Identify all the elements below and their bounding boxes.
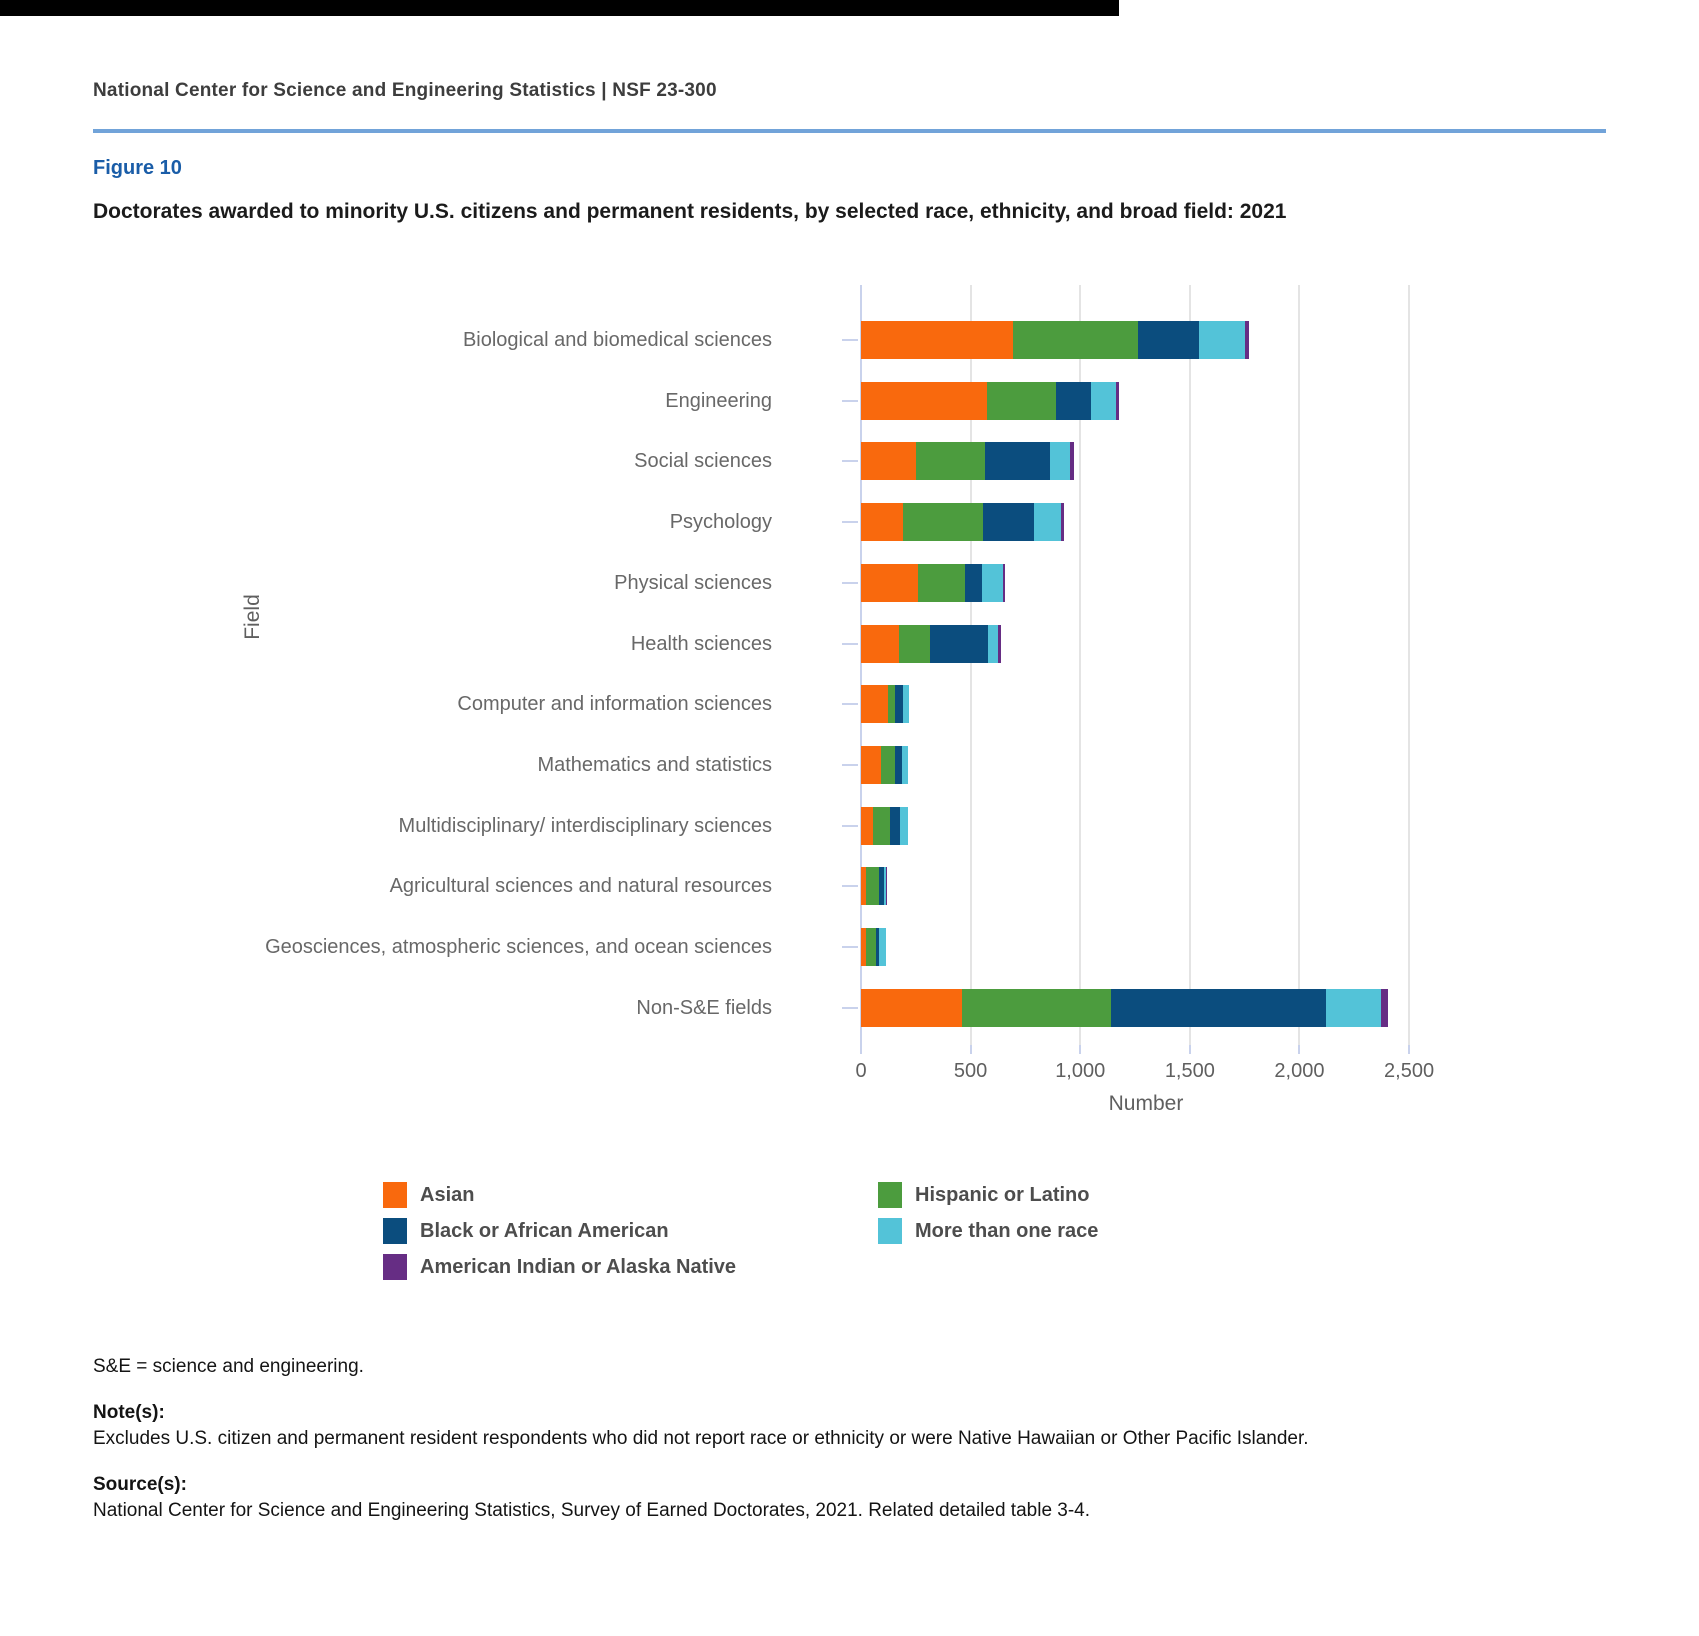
bar-segment-more-than-one-race <box>900 807 907 845</box>
bar-segment-more-than-one-race <box>988 625 998 663</box>
bar-row <box>861 503 1064 541</box>
bar-segment-asian <box>861 321 1013 359</box>
bar-segment-asian <box>861 382 987 420</box>
category-label: Physical sciences <box>614 571 772 594</box>
bar-segment-more-than-one-race <box>1326 989 1382 1027</box>
bar-row <box>861 564 1005 602</box>
bar-segment-hispanic-or-latino <box>903 503 983 541</box>
source-label: Source(s): <box>93 1474 187 1495</box>
bar-segment-american-indian-or-alaska-native <box>1116 382 1119 420</box>
y-axis-tick <box>842 339 858 341</box>
bar-segment-american-indian-or-alaska-native <box>1070 442 1074 480</box>
legend-label: More than one race <box>915 1219 1099 1242</box>
bar-row <box>861 928 886 966</box>
category-label: Multidisciplinary/ interdisciplinary sciences <box>398 814 772 837</box>
category-label: Non-S&E fields <box>636 996 772 1019</box>
y-axis-tick <box>842 703 858 705</box>
bar-row <box>861 382 1119 420</box>
figure-label: Figure 10 <box>93 157 182 179</box>
legend-swatch <box>383 1182 407 1208</box>
y-axis-tick <box>842 582 858 584</box>
y-axis-tick <box>842 521 858 523</box>
x-axis-tick <box>970 1045 972 1054</box>
bar-segment-black-or-african-american <box>1138 321 1198 359</box>
bar-segment-american-indian-or-alaska-native <box>1061 503 1064 541</box>
bar-segment-more-than-one-race <box>903 685 909 723</box>
bar-segment-hispanic-or-latino <box>1013 321 1138 359</box>
bar-segment-black-or-african-american <box>965 564 982 602</box>
legend-column-2 <box>878 1182 1098 1244</box>
x-tick-label: 0 <box>855 1060 867 1082</box>
x-tick-label: 1,500 <box>1164 1060 1215 1082</box>
bar-segment-hispanic-or-latino <box>881 746 895 784</box>
figure-title: Doctorates awarded to minority U.S. citizens and permanent residents, by selected race, ethnicity, and broad field: 2021 <box>93 200 1287 223</box>
bar-segment-hispanic-or-latino <box>962 989 1111 1027</box>
x-axis-tick <box>1189 1045 1191 1054</box>
legend-item <box>383 1218 736 1244</box>
category-label: Computer and information sciences <box>457 693 772 716</box>
legend-swatch <box>383 1218 407 1244</box>
bar-segment-hispanic-or-latino <box>888 685 896 723</box>
bar-segment-more-than-one-race <box>902 746 908 784</box>
legend-item <box>383 1182 736 1208</box>
legend-item <box>878 1218 1098 1244</box>
legend-label: Asian <box>420 1183 475 1206</box>
bar-segment-hispanic-or-latino <box>899 625 930 663</box>
x-axis-tick <box>1298 1045 1300 1054</box>
bar-segment-asian <box>861 807 873 845</box>
bar-segment-black-or-african-american <box>985 442 1050 480</box>
x-tick-label: 1,000 <box>1055 1060 1106 1082</box>
bar-row <box>861 442 1074 480</box>
bar-row <box>861 867 887 905</box>
category-label: Social sciences <box>634 450 772 473</box>
legend-swatch <box>383 1254 407 1280</box>
category-label: Biological and biomedical sciences <box>462 329 772 351</box>
bar-segment-black-or-african-american <box>1111 989 1325 1027</box>
bar-segment-asian <box>861 625 899 663</box>
bar-row <box>861 321 1249 359</box>
legend-label: Hispanic or Latino <box>915 1183 1090 1206</box>
source-text: National Center for Science and Engineering Statistics, Survey of Earned Doctorates, 2021. Related detailed table 3-4. <box>93 1500 1091 1521</box>
category-label: Psychology <box>669 511 772 534</box>
legend-item <box>383 1254 736 1280</box>
bar-row <box>861 746 908 784</box>
category-label: Agricultural sciences and natural resources <box>389 875 772 898</box>
bar-segment-more-than-one-race <box>1199 321 1245 359</box>
x-tick-label: 2,000 <box>1274 1060 1325 1082</box>
legend-label: American Indian or Alaska Native <box>420 1255 737 1278</box>
y-axis-tick <box>842 460 858 462</box>
bar-segment-hispanic-or-latino <box>987 382 1056 420</box>
notes-label: Note(s): <box>93 1402 165 1423</box>
x-axis-title: Number <box>1108 1092 1184 1115</box>
bar-row <box>861 685 909 723</box>
grid-line <box>1298 285 1300 1045</box>
x-axis-tick <box>1079 1045 1081 1054</box>
bar-segment-black-or-african-american <box>895 685 902 723</box>
y-axis-tick <box>842 946 858 948</box>
legend-item <box>878 1182 1098 1208</box>
x-tick-label: 500 <box>953 1060 988 1082</box>
bar-segment-hispanic-or-latino <box>866 867 878 905</box>
bar-segment-black-or-african-american <box>983 503 1035 541</box>
grid-line <box>1189 285 1191 1045</box>
bar-segment-asian <box>861 564 918 602</box>
legend-column-1 <box>383 1182 736 1280</box>
bar-segment-black-or-african-american <box>890 807 900 845</box>
bar-segment-black-or-african-american <box>930 625 988 663</box>
category-label: Health sciences <box>630 632 772 655</box>
y-axis-title: Field <box>241 594 264 640</box>
category-label: Mathematics and statistics <box>537 753 772 776</box>
bar-segment-more-than-one-race <box>1050 442 1070 480</box>
bar-segment-asian <box>861 503 903 541</box>
y-axis-tick <box>842 825 858 827</box>
bar-segment-american-indian-or-alaska-native <box>998 625 1001 663</box>
x-axis-tick <box>1408 1045 1410 1054</box>
bar-segment-american-indian-or-alaska-native <box>886 867 887 905</box>
y-axis-tick <box>842 643 858 645</box>
bar-segment-more-than-one-race <box>1091 382 1117 420</box>
bar-segment-more-than-one-race <box>1034 503 1061 541</box>
bar-segment-american-indian-or-alaska-native <box>1003 564 1005 602</box>
bar-segment-more-than-one-race <box>879 928 886 966</box>
category-label: Geosciences, atmospheric sciences, and ocean sciences <box>265 936 772 958</box>
bar-segment-american-indian-or-alaska-native <box>1381 989 1388 1027</box>
bar-row <box>861 807 908 845</box>
bar-segment-asian <box>861 989 962 1027</box>
y-axis-tick <box>842 764 858 766</box>
grid-line <box>1408 285 1410 1045</box>
bar-row <box>861 989 1388 1027</box>
y-axis-tick <box>842 1007 858 1009</box>
bar-segment-asian <box>861 685 888 723</box>
bar-segment-hispanic-or-latino <box>873 807 890 845</box>
bar-segment-hispanic-or-latino <box>918 564 965 602</box>
bar-segment-asian <box>861 442 916 480</box>
bar-segment-more-than-one-race <box>982 564 1003 602</box>
bar-segment-american-indian-or-alaska-native <box>1245 321 1249 359</box>
y-axis-tick <box>842 885 858 887</box>
abbreviation-note: S&E = science and engineering. <box>93 1356 364 1377</box>
y-axis-tick <box>842 400 858 402</box>
bar-segment-hispanic-or-latino <box>916 442 985 480</box>
report-header: National Center for Science and Engineering Statistics | NSF 23-300 <box>93 80 717 101</box>
bar-row <box>861 625 1001 663</box>
x-axis-tick <box>860 1045 862 1054</box>
legend-label: Black or African American <box>420 1219 669 1242</box>
bar-segment-black-or-african-american <box>1056 382 1090 420</box>
bar-segment-hispanic-or-latino <box>866 928 876 966</box>
notes-text: Excludes U.S. citizen and permanent resident respondents who did not report race or ethnicity or were Native Hawaiian or Other Pacific Islander. <box>93 1428 1309 1449</box>
category-label: Engineering <box>665 389 772 412</box>
legend-swatch <box>878 1182 902 1208</box>
bar-segment-asian <box>861 746 881 784</box>
x-tick-label: 2,500 <box>1384 1060 1435 1082</box>
legend-swatch <box>878 1218 902 1244</box>
